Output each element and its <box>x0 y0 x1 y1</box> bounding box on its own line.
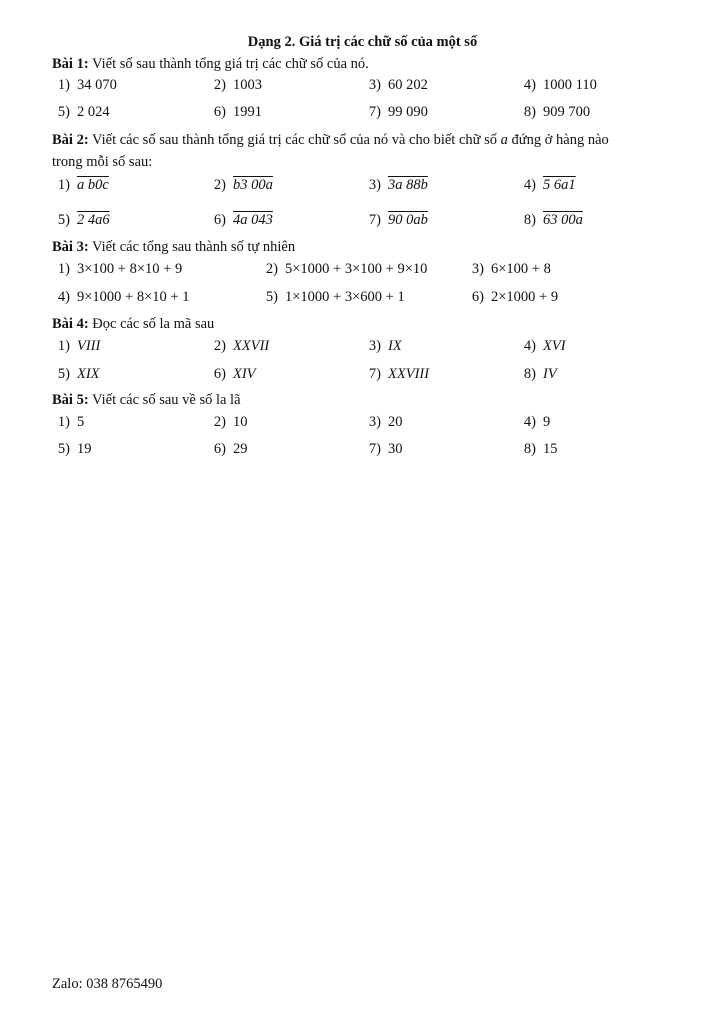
exercise-3-item: 1) 3×100 + 8×10 + 9 <box>57 261 183 277</box>
exercise-5-item: 5) 19 <box>57 441 92 457</box>
exercise-4-item: 6) XIV <box>213 366 256 382</box>
exercise-4-item: 7) XXVIII <box>368 366 430 382</box>
exercise-2-item: 3) 3a 88b <box>368 177 428 193</box>
exercise-5-row-2 <box>0 441 725 463</box>
exercise-4-row-1 <box>0 338 725 360</box>
variable-a: a <box>500 132 508 148</box>
exercise-4-item: 3) IX <box>368 338 402 354</box>
exercise-3-heading: Bài 3: Viết các tổng sau thành số tự nhiên <box>52 239 296 255</box>
exercise-3-row-2 <box>0 289 725 311</box>
exercise-2-heading-line-2: trong mỗi số sau: <box>52 154 153 170</box>
exercise-1-item: 2) 1003 <box>213 77 262 93</box>
exercise-3-item: 4) 9×1000 + 8×10 + 1 <box>57 289 190 305</box>
exercise-1-item: 4) 1000 110 <box>523 77 597 93</box>
exercise-1-item: 7) 99 090 <box>368 104 428 120</box>
exercise-2-item: 2) b3 00a <box>213 177 273 193</box>
exercise-5-row-1 <box>0 414 725 436</box>
exercise-4-item: 8) IV <box>523 366 557 382</box>
exercise-2-row-2 <box>0 212 725 234</box>
exercise-2-item: 1) a b0c <box>57 177 109 193</box>
exercise-3-item: 2) 5×1000 + 3×100 + 9×10 <box>265 261 428 277</box>
exercise-1-item: 5) 2 024 <box>57 104 110 120</box>
exercise-1-heading <box>52 56 369 73</box>
exercise-1-item: 6) 1991 <box>213 104 262 120</box>
page-title: Dạng 2. Giá trị các chữ số của một số <box>247 34 478 50</box>
exercise-2-item: 5) 2 4a6 <box>57 212 110 228</box>
exercise-5-item: 1) 5 <box>57 414 85 430</box>
exercise-3-item: 3) 6×100 + 8 <box>471 261 551 277</box>
exercise-2-label: Bài 2: <box>52 132 89 148</box>
footer-contact: Zalo: 038 8765490 <box>52 976 163 992</box>
exercise-5-item: 2) 10 <box>213 414 248 430</box>
exercise-1-row-2 <box>0 104 725 126</box>
exercise-5-item: 8) 15 <box>523 441 558 457</box>
exercise-5-item: 4) 9 <box>523 414 551 430</box>
exercise-1-row-1 <box>0 77 725 99</box>
exercise-2-heading: Bài 2: Viết các số sau thành tổng giá trị các chữ số của nó và cho biết chữ số a đứng ở hàng nào <box>52 132 609 148</box>
exercise-2-item: 4) 5 6a1 <box>523 177 576 193</box>
exercise-1-item: 8) 909 700 <box>523 104 591 120</box>
exercise-1-text: Viết số sau thành tổng giá trị các chữ số của nó. <box>88 56 369 72</box>
exercise-4-row-2 <box>0 366 725 388</box>
exercise-2-row-1 <box>0 177 725 199</box>
exercise-3-row-1 <box>0 261 725 283</box>
exercise-1-item: 1) 34 070 <box>57 77 117 93</box>
exercise-2-item: 6) 4a 043 <box>213 212 273 228</box>
exercise-5-item: 6) 29 <box>213 441 248 457</box>
exercise-3-item: 6) 2×1000 + 9 <box>471 289 559 305</box>
exercise-4-item: 1) VIII <box>57 338 101 354</box>
exercise-5-item: 3) 20 <box>368 414 403 430</box>
exercise-3-item: 5) 1×1000 + 3×600 + 1 <box>265 289 405 305</box>
exercise-1-label: Bài 1: <box>52 56 89 72</box>
exercise-2-item: 7) 90 0ab <box>368 212 428 228</box>
exercise-5-label: Bài 5: <box>52 392 89 408</box>
exercise-3-label: Bài 3: <box>52 239 89 255</box>
exercise-5-item: 7) 30 <box>368 441 403 457</box>
exercise-4-item: 4) XVI <box>523 338 566 354</box>
exercise-4-label: Bài 4: <box>52 316 89 332</box>
exercise-4-item: 5) XIX <box>57 366 100 382</box>
exercise-5-heading: Bài 5: Viết các số sau về số la lã <box>52 392 241 408</box>
exercise-2-item: 8) 63 00a <box>523 212 583 228</box>
exercise-4-heading: Bài 4: Đọc các số la mã sau <box>52 316 215 332</box>
exercise-1-item: 3) 60 202 <box>368 77 428 93</box>
exercise-4-item: 2) XXVII <box>213 338 270 354</box>
